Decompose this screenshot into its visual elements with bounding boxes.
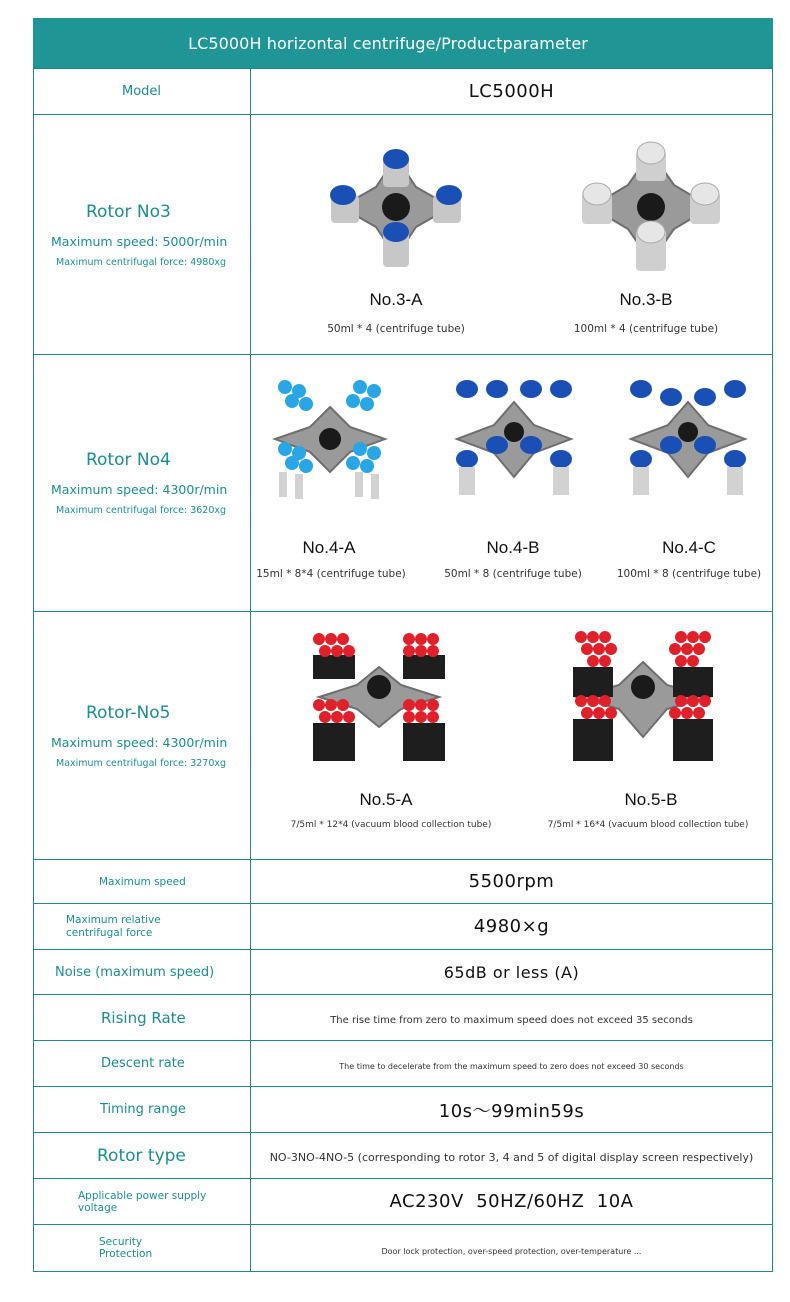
rotor-type-label: Rotor type [97, 1145, 186, 1166]
max-rcf-label: Maximum relative centrifugal force [66, 913, 161, 939]
rising-rate-value: The rise time from zero to maximum speed does not exceed 35 seconds [330, 1015, 693, 1026]
power-supply-label-cell [34, 1179, 251, 1225]
noise-label-cell [34, 950, 251, 995]
rotor-4b-image [449, 377, 579, 502]
rotor-4c-desc: 100ml * 8 (centrifuge tube) [616, 568, 762, 580]
rising-rate-label: Rising Rate [101, 1008, 186, 1027]
rotor-type-label-cell [34, 1133, 251, 1179]
max-rcf-label-cell [34, 904, 251, 950]
table-row-power-supply [34, 1179, 773, 1225]
rotor-5-images-cell [251, 612, 773, 860]
rotor-5-label-cell [34, 612, 251, 860]
max-speed-value-cell [251, 860, 773, 904]
rotor-type-value-cell [251, 1133, 773, 1179]
rotor-type-value: NO-3NO-4NO-5 (corresponding to rotor 3, 4 and 5 of digital display screen respectively) [269, 1151, 754, 1164]
security-value-cell [251, 1225, 773, 1272]
timing-range-label: Timing range [100, 1102, 186, 1117]
noise-value-cell [251, 950, 773, 995]
spec-table [33, 68, 773, 1272]
rotor-5-speed: Maximum speed: 4300r/min [51, 734, 228, 750]
table-row-rising-rate [34, 995, 773, 1041]
timing-range-label-cell [34, 1087, 251, 1133]
power-supply-value: AC230V 50HZ/60HZ 10A [389, 1191, 634, 1212]
rotor-3b-desc: 100ml * 4 (centrifuge tube) [573, 323, 719, 335]
rotor-3b-image [576, 137, 726, 277]
descent-rate-label-cell [34, 1041, 251, 1087]
model-label: Model [122, 84, 162, 99]
rotor-3-images-cell [251, 115, 773, 355]
rotor-4a-desc: 15ml * 8*4 (centrifuge tube) [256, 568, 406, 580]
model-value: LC5000H [468, 81, 555, 102]
rotor-5b-image [571, 627, 716, 767]
noise-label: Noise (maximum speed) [55, 964, 215, 980]
rotor-3-force: Maximum centrifugal force: 4980xg [56, 256, 227, 268]
rotor-3-label-cell [34, 115, 251, 355]
title-bar [33, 18, 773, 68]
max-speed-value: 5500rpm [468, 871, 555, 892]
rotor-4b-desc: 50ml * 8 (centrifuge tube) [444, 568, 582, 580]
spec-sheet [33, 18, 773, 1272]
security-value: Door lock protection, over-speed protection, over-temperature ... [381, 1246, 642, 1256]
rotor-5b-desc: 7/5ml * 16*4 (vacuum blood collection tube) [547, 820, 749, 830]
descent-rate-label: Descent rate [101, 1056, 185, 1071]
max-speed-label-cell [34, 860, 251, 904]
noise-value: 65dB or less (A) [443, 962, 580, 982]
rotor-4a-name: No.4-A [302, 538, 356, 557]
rotor-4b-name: No.4-B [486, 538, 540, 557]
timing-range-value-cell [251, 1087, 773, 1133]
max-speed-label: Maximum speed [99, 875, 186, 888]
descent-rate-value: The time to decelerate from the maximum speed to zero does not exceed 30 seconds [339, 1062, 684, 1071]
table-row-timing-range [34, 1087, 773, 1133]
page-title: LC5000H horizontal centrifuge/Productparameter [188, 33, 588, 53]
table-row-descent-rate [34, 1041, 773, 1087]
rotor-5a-desc: 7/5ml * 12*4 (vacuum blood collection tube) [290, 820, 492, 830]
rotor-4-label-cell [34, 355, 251, 612]
rotor-5-force: Maximum centrifugal force: 3270xg [56, 757, 227, 769]
max-rcf-value-cell [251, 904, 773, 950]
rotor-3a-name: No.3-A [369, 290, 423, 309]
rising-rate-value-cell [251, 995, 773, 1041]
power-supply-value-cell [251, 1179, 773, 1225]
table-row-rotor-5 [34, 612, 773, 860]
model-value-cell [251, 69, 773, 115]
rotor-4c-name: No.4-C [662, 538, 716, 557]
rotor-4-images-cell [251, 355, 773, 612]
table-row-max-rcf [34, 904, 773, 950]
timing-range-value: 10s～99min59s [438, 1100, 585, 1122]
rotor-4-force: Maximum centrifugal force: 3620xg [56, 505, 227, 516]
table-row-model [34, 69, 773, 115]
table-row-rotor-type [34, 1133, 773, 1179]
rotor-4-name: Rotor No4 [86, 450, 171, 470]
rotor-3-speed: Maximum speed: 5000r/min [51, 233, 228, 249]
rotor-3b-name: No.3-B [619, 290, 673, 309]
descent-rate-value-cell [251, 1041, 773, 1087]
rotor-4a-image [265, 377, 395, 502]
rotor-5b-name: No.5-B [624, 790, 678, 809]
security-label: Security Protection [99, 1236, 153, 1260]
table-row-max-speed [34, 860, 773, 904]
max-rcf-value: 4980×g [473, 916, 550, 937]
rising-rate-label-cell [34, 995, 251, 1041]
model-label-cell [34, 69, 251, 115]
rotor-5-name: Rotor-No5 [86, 702, 171, 723]
table-row-rotor-4 [34, 355, 773, 612]
table-row-security [34, 1225, 773, 1272]
rotor-3a-image [321, 137, 471, 277]
security-label-cell [34, 1225, 251, 1272]
table-row-noise [34, 950, 773, 995]
rotor-4-speed: Maximum speed: 4300r/min [51, 482, 228, 497]
power-supply-label: Applicable power supply voltage [78, 1189, 207, 1214]
table-row-rotor-3 [34, 115, 773, 355]
rotor-5a-image [309, 627, 449, 767]
rotor-4c-image [623, 377, 753, 502]
rotor-3-name: Rotor No3 [86, 201, 171, 222]
rotor-5a-name: No.5-A [359, 790, 413, 809]
rotor-3a-desc: 50ml * 4 (centrifuge tube) [327, 323, 465, 335]
